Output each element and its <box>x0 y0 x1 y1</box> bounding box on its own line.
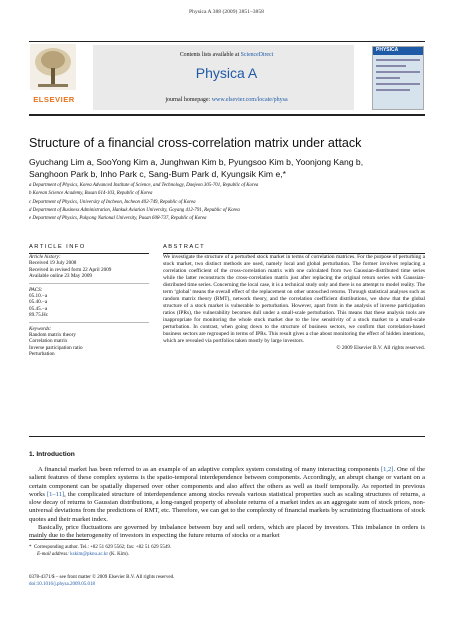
online-date: Available online 23 May 2009 <box>29 273 93 280</box>
pacs-code: 05.45.−a <box>29 305 48 312</box>
copyright: © 2009 Elsevier B.V. All rights reserved. <box>336 345 425 351</box>
homepage-link[interactable]: www.elsevier.com/locate/physa <box>211 97 288 103</box>
header-top-rule <box>29 41 425 42</box>
header-bottom-rule <box>29 114 425 116</box>
article-info <box>29 254 149 358</box>
running-head: Physica A 388 (2009) 3851–3858 <box>189 9 264 15</box>
article-title: Structure of a financial cross-correlation matrix under attack <box>29 136 362 150</box>
text-run: , the complicated structure of interdependence among stocks reveals various statistical properties such as scaling structures of returns, a slow decay of returns to Gaussian distributions, a long-ranged property of absolute returns of a market index as an aggregate sum of stock prices, non-universal deviations from the predictions of RMT, etc. Therefore, we can get to the complexity of financial markets by scrutinizing fluctuations of stock quotes and their market index. <box>29 490 426 523</box>
history-label: Article history: <box>29 254 61 260</box>
journal-title: Physica A <box>195 65 258 81</box>
text-run: A financial market has been referred to as an example of an adaptive complex system consisting of many interacting components <box>38 466 381 473</box>
authors-line-2: Sanghoon Park b, Inho Park c, Sang-Bum Park d, Kyungsik Kim e,* <box>29 169 286 179</box>
pacs-code: 05.10.−a <box>29 293 48 300</box>
pacs-code: 89.75.Hc <box>29 312 49 319</box>
affiliation: e Department of Physics, Pukyong National University, Pusan 608-737, Republic of Korea <box>29 216 207 222</box>
footnote <box>29 544 329 558</box>
pacs-label: PACS: <box>29 286 43 293</box>
section-heading: 1. Introduction <box>29 451 75 458</box>
affiliation: a Department of Physics, Korea Advanced Institute of Science, and Technology, Daejeon 305-701, Republic of Korea <box>29 183 259 188</box>
abstract-heading: ABSTRACT <box>163 244 206 250</box>
affiliation: c Department of Physics, University of Incheon, Incheon 402-749, Republic of Korea <box>29 199 196 205</box>
keyword: Inverse participation ratio <box>29 344 83 351</box>
revised-date: Received in revised form 22 April 2009 <box>29 266 112 273</box>
text-run: . One of the salient features of these complex systems is the spatio-temporal interdependence between components. Accordingly, an abrupt change or variant on a certain component can be spatially dispersed over other components and also affect the others as well as itself temporally. As reported in previous works <box>29 466 425 498</box>
paragraph <box>29 466 425 524</box>
keyword: Random matrix theory <box>29 332 76 339</box>
author-list <box>29 156 429 180</box>
footnote-text: Corresponding author. Tel.: +82 51 629 5562; fax: +82 51 629 5549. <box>34 545 172 550</box>
affiliations <box>29 182 429 223</box>
paragraph: Basically, price fluctuations are governed by imbalance between buy and sell orders, which are placed by investors. This imbalance in orders is mainly due to the heterogeneity of investors in expecting the future returns of stocks or a market <box>29 523 425 539</box>
footnote-marker: * <box>29 545 32 550</box>
contents-prefix: Contents lists available at <box>179 52 241 58</box>
abstract-body <box>163 254 425 352</box>
keyword: Correlation matrix <box>29 338 68 345</box>
journal-cover <box>372 46 424 110</box>
pacs-code: 05.40.−a <box>29 299 48 306</box>
abstract-text: We investigate the structure of a perturbed stock market in terms of correlation matrices. For the purpose of perturbing a stock market, two distinct methods are used, namely local and global perturbation. The former involves replacing a correlation coefficient of the cross-correlation matrix with one calculated from two Gaussian-distributed time series while the latter reconstructs the cross-correlation matrix just after replacing the original return series with Gaussian-distributed time series. Concerning the local case, it is a technical study only and there is no attempt to model reality. The term ‘global’ means the overall effect of the replacement on other untouched returns. Through statistical analyses such as random matrix theory (RMT), network theory, and the correlation coefficient distributions, we show that the global structure of a stock market is vulnerable to perturbation. However, apart from in the analysis of inverse participation ratios (IPRs), the vulnerability becomes dull under a small-scale perturbation. This means that these analysis tools are inappropriate for monitoring the whole stock market due to the low sensitivity of a stock market to a small-scale perturbation. In contrast, when going down to the structure of business sectors, we confirm that correlation-based business sectors are regrouped in terms of IPRs. This result gives a clue about monitoring the effect of hidden intentions, which are revealed via portfolios taken mostly by large investors. <box>163 254 425 344</box>
article-info-heading: ARTICLE INFO <box>29 244 86 250</box>
citation-link[interactable]: [1,2] <box>380 466 394 473</box>
sciencedirect-link[interactable]: ScienceDirect <box>240 52 274 58</box>
authors-line-1: Gyuchang Lim a, SooYong Kim a, Junghwan Kim b, Pyungsoo Kim b, Yoonjong Kang b, <box>29 157 364 167</box>
email-suffix: (K. Kim). <box>108 552 129 557</box>
email-link[interactable]: kskim@pknu.ac.kr <box>70 552 109 557</box>
homepage-prefix: journal homepage: <box>165 97 212 103</box>
issn-line: 0378-4371/$ – see front matter © 2009 Elsevier B.V. All rights reserved. <box>29 575 175 580</box>
publisher-name: ELSEVIER <box>33 95 75 104</box>
received-date: Received 19 July 2008 <box>29 260 77 267</box>
citation-link[interactable]: [1–11] <box>47 490 65 498</box>
affiliation: b Korean Science Academy, Busan 614-103, Republic of Korea <box>29 191 153 197</box>
doi-link[interactable]: doi:10.1016/j.physa.2009.05.018 <box>29 581 95 587</box>
footnote-rule <box>29 539 89 540</box>
keywords-label: Keywords: <box>29 325 52 332</box>
introduction-body <box>29 466 425 540</box>
front-matter <box>29 575 329 588</box>
abstract-bottom-rule <box>29 436 425 437</box>
keyword: Perturbation <box>29 351 55 358</box>
email-label: E-mail address: <box>37 552 71 557</box>
affiliation: d Department of Business Administration, Hankuk Aviation University, Goyang 412-791, Republic of Korea <box>29 207 240 213</box>
cover-title: PHYSICA <box>376 47 399 53</box>
